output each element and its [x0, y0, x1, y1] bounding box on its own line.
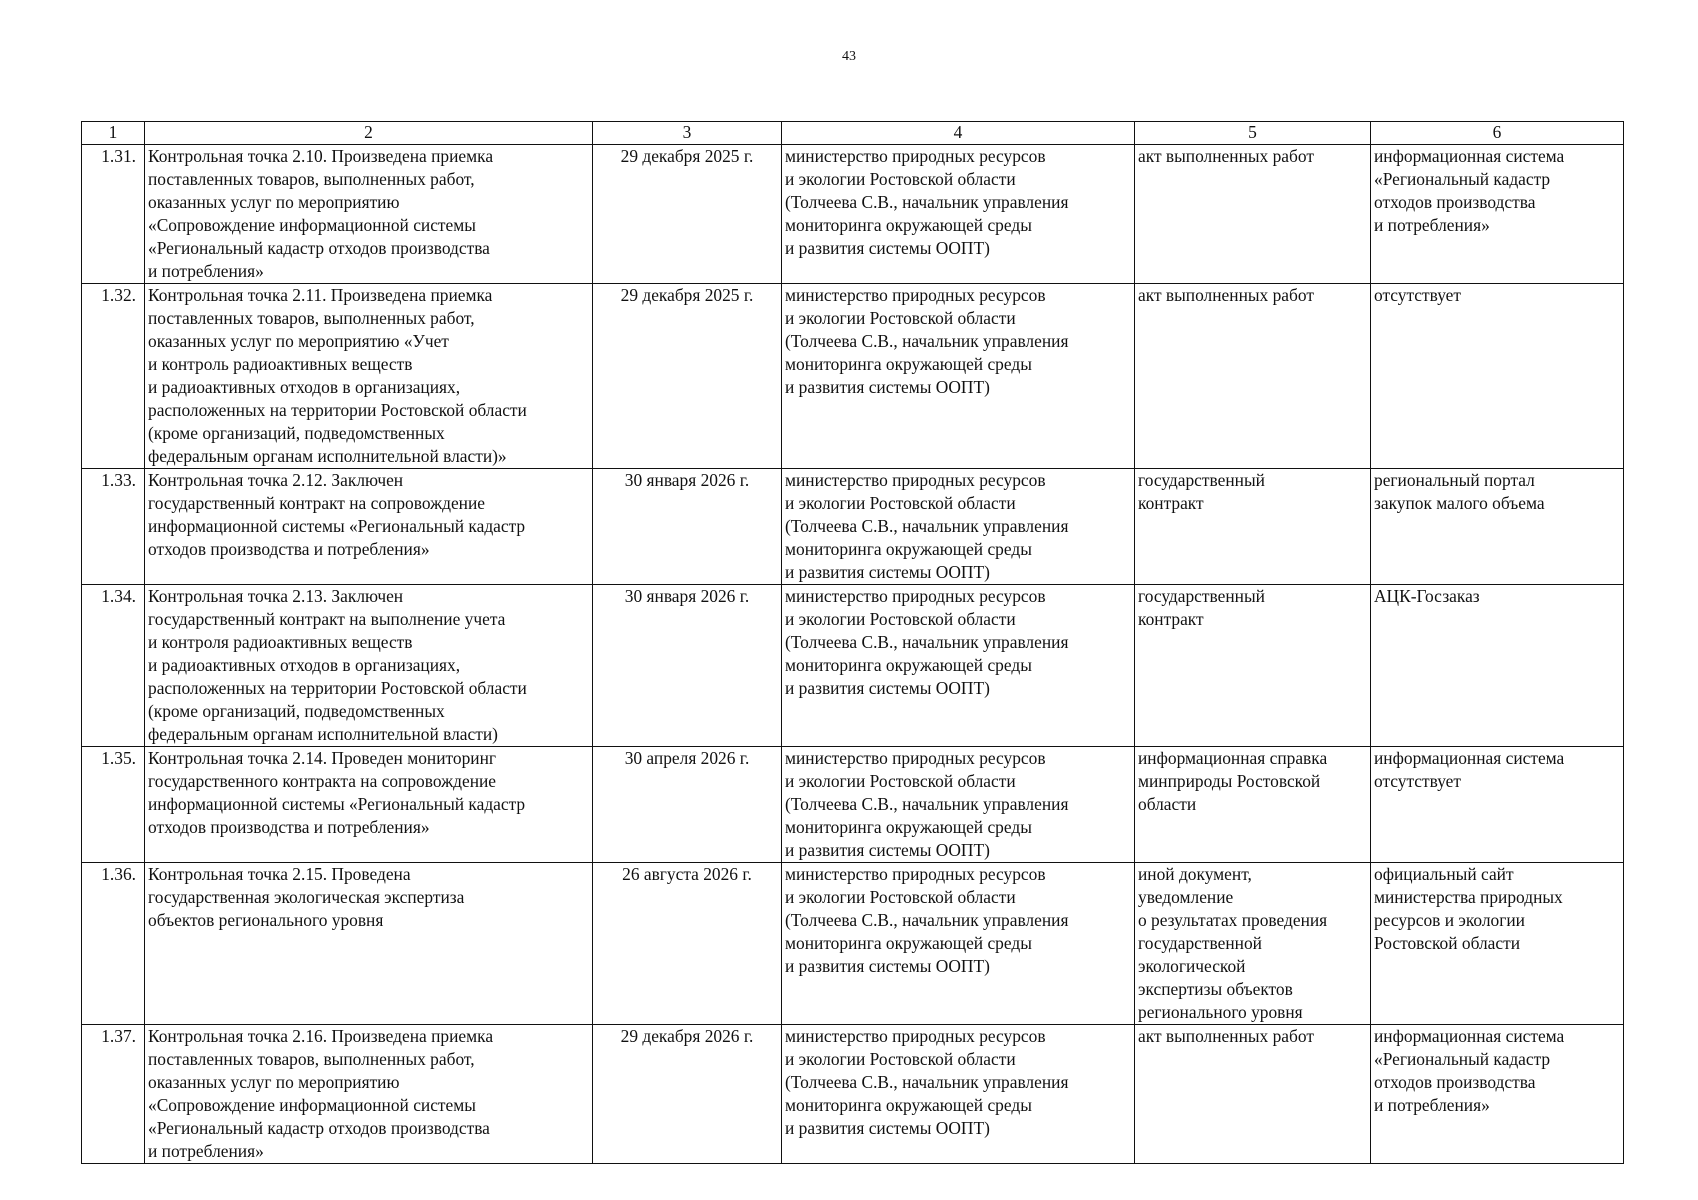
row-responsible: министерство природных ресурсов и экологии Ростовской области (Толчеева С.В., начальник управления мониторинга окружающей среды и развития системы ООПТ) — [782, 863, 1135, 1025]
table-row — [82, 747, 1624, 863]
row-description: Контрольная точка 2.13. Заключен государственный контракт на выполнение учета и контроля радиоактивных веществ и радиоактивных отходов в организациях, расположенных на территории Ростовской области (кроме организаций, подведомственных федеральным органам исполнительной власти) — [145, 585, 593, 747]
row-number: 1.31. — [82, 145, 145, 284]
row-date: 30 января 2026 г. — [593, 585, 782, 747]
row-number: 1.32. — [82, 284, 145, 469]
page-number: 43 — [842, 49, 856, 64]
row-date: 29 декабря 2025 г. — [593, 145, 782, 284]
header-row — [82, 122, 1624, 145]
row-document: иной документ, уведомление о результатах проведения государственной экологической экспертизы объектов регионального уровня — [1135, 863, 1371, 1025]
row-responsible: министерство природных ресурсов и экологии Ростовской области (Толчеева С.В., начальник управления мониторинга окружающей среды и развития системы ООПТ) — [782, 145, 1135, 284]
row-system: отсутствует — [1371, 284, 1624, 469]
column-header-1: 1 — [82, 122, 145, 145]
row-responsible: министерство природных ресурсов и экологии Ростовской области (Толчеева С.В., начальник управления мониторинга окружающей среды и развития системы ООПТ) — [782, 284, 1135, 469]
column-header-5: 5 — [1135, 122, 1371, 145]
row-date: 26 августа 2026 г. — [593, 863, 782, 1025]
table-row — [82, 863, 1624, 1025]
row-system: АЦК-Госзаказ — [1371, 585, 1624, 747]
row-responsible: министерство природных ресурсов и экологии Ростовской области (Толчеева С.В., начальник управления мониторинга окружающей среды и развития системы ООПТ) — [782, 469, 1135, 585]
table-row — [82, 469, 1624, 585]
table-row — [82, 145, 1624, 284]
row-date: 29 декабря 2025 г. — [593, 284, 782, 469]
column-header-6: 6 — [1371, 122, 1624, 145]
row-description: Контрольная точка 2.16. Произведена приемка поставленных товаров, выполненных работ, оказанных услуг по мероприятию «Сопровождение информационной системы «Региональный кадастр отходов производства и потребления» — [145, 1025, 593, 1164]
row-number: 1.37. — [82, 1025, 145, 1164]
row-document: акт выполненных работ — [1135, 145, 1371, 284]
row-description: Контрольная точка 2.14. Проведен мониторинг государственного контракта на сопровождение информационной системы «Региональный кадастр отходов производства и потребления» — [145, 747, 593, 863]
row-number: 1.36. — [82, 863, 145, 1025]
row-system: информационная система отсутствует — [1371, 747, 1624, 863]
row-document: акт выполненных работ — [1135, 284, 1371, 469]
control-points-table — [81, 121, 1624, 1164]
row-description: Контрольная точка 2.10. Произведена приемка поставленных товаров, выполненных работ, оказанных услуг по мероприятию «Сопровождение информационной системы «Региональный кадастр отходов производства и потребления» — [145, 145, 593, 284]
table-row — [82, 284, 1624, 469]
column-header-2: 2 — [145, 122, 593, 145]
row-system: информационная система «Региональный кадастр отходов производства и потребления» — [1371, 145, 1624, 284]
row-responsible: министерство природных ресурсов и экологии Ростовской области (Толчеева С.В., начальник управления мониторинга окружающей среды и развития системы ООПТ) — [782, 1025, 1135, 1164]
table-row — [82, 585, 1624, 747]
row-responsible: министерство природных ресурсов и экологии Ростовской области (Толчеева С.В., начальник управления мониторинга окружающей среды и развития системы ООПТ) — [782, 585, 1135, 747]
row-date: 29 декабря 2026 г. — [593, 1025, 782, 1164]
row-document: государственный контракт — [1135, 585, 1371, 747]
column-header-3: 3 — [593, 122, 782, 145]
row-date: 30 января 2026 г. — [593, 469, 782, 585]
row-system: региональный портал закупок малого объема — [1371, 469, 1624, 585]
row-document: информационная справка минприроды Ростовской области — [1135, 747, 1371, 863]
row-description: Контрольная точка 2.11. Произведена приемка поставленных товаров, выполненных работ, оказанных услуг по мероприятию «Учет и контроль радиоактивных веществ и радиоактивных отходов в организациях, расположенных на территории Ростовской области (кроме организаций, подведомственных федеральным органам исполнительной власти)» — [145, 284, 593, 469]
row-number: 1.33. — [82, 469, 145, 585]
row-date: 30 апреля 2026 г. — [593, 747, 782, 863]
table-row — [82, 1025, 1624, 1164]
row-system: официальный сайт министерства природных ресурсов и экологии Ростовской области — [1371, 863, 1624, 1025]
row-description: Контрольная точка 2.15. Проведена государственная экологическая экспертиза объектов регионального уровня — [145, 863, 593, 1025]
row-document: акт выполненных работ — [1135, 1025, 1371, 1164]
row-system: информационная система «Региональный кадастр отходов производства и потребления» — [1371, 1025, 1624, 1164]
column-header-4: 4 — [782, 122, 1135, 145]
row-number: 1.34. — [82, 585, 145, 747]
row-number: 1.35. — [82, 747, 145, 863]
row-document: государственный контракт — [1135, 469, 1371, 585]
row-description: Контрольная точка 2.12. Заключен государственный контракт на сопровождение информационной системы «Региональный кадастр отходов производства и потребления» — [145, 469, 593, 585]
row-responsible: министерство природных ресурсов и экологии Ростовской области (Толчеева С.В., начальник управления мониторинга окружающей среды и развития системы ООПТ) — [782, 747, 1135, 863]
